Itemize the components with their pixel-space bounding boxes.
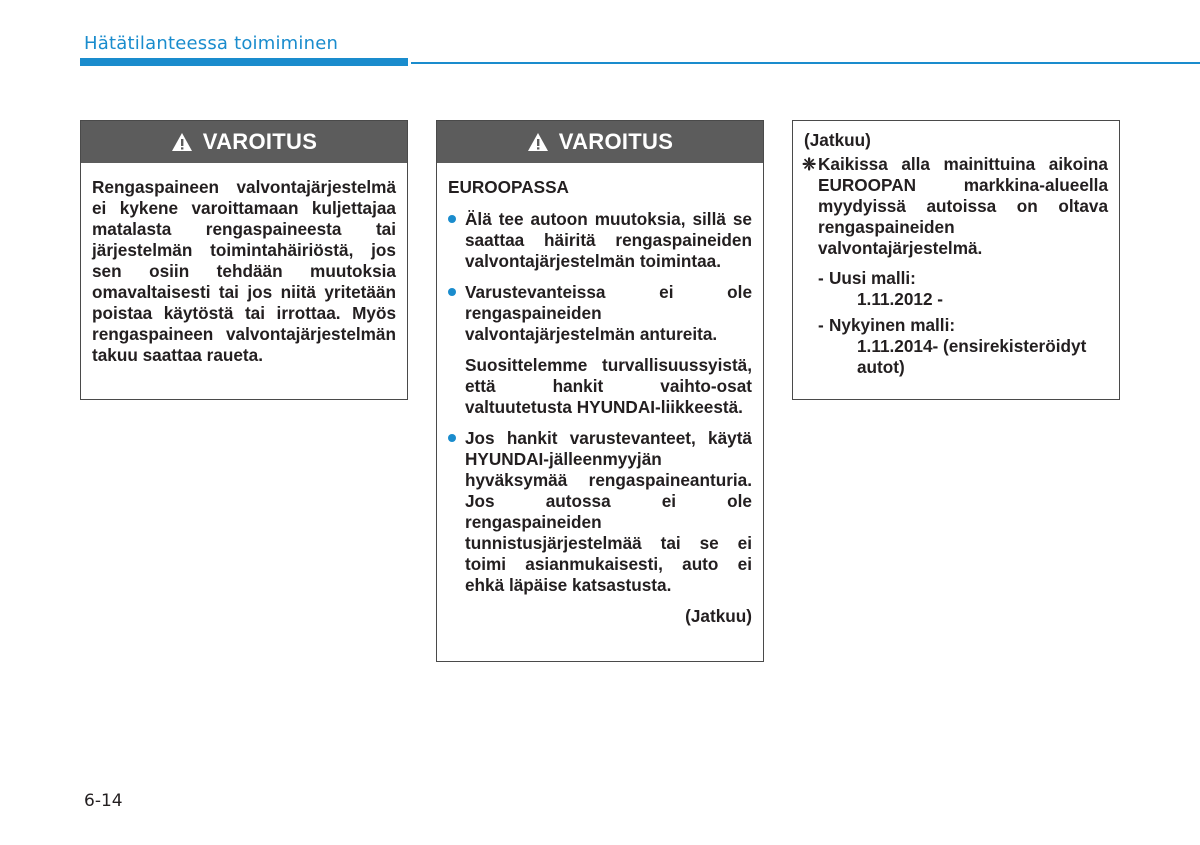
warning-box-2 [436, 120, 764, 662]
bullet-dot-icon [448, 434, 456, 442]
continuation-body [793, 121, 1119, 393]
dash-marker: - [818, 268, 824, 288]
bullet-text: Älä tee autoon muutoksia, sillä se saattaa häiritä rengaspaineiden valvontajärjestelmän toimintaa. [465, 209, 752, 271]
warning-title: VAROITUS [202, 129, 318, 154]
header-rule-thick [80, 58, 408, 66]
warning-body [437, 163, 763, 637]
continued-heading: (Jatkuu) [804, 130, 871, 150]
note-text: Kaikissa alla mainittuina aikoina EUROOPAN markkina-alueella myydyissä autoissa on oltava rengaspaineiden valvontajärjestelmä. [818, 154, 1108, 258]
note-symbol-icon: ❈ [802, 155, 817, 174]
warning-triangle-icon [171, 132, 193, 152]
warning-title: VAROITUS [558, 129, 674, 154]
bullet-text: Jos hankit varustevanteet, käytä HYUNDAI-jälleenmyyjän hyväksymää rengaspaineanturia. Jos autossa ei ole rengaspaineiden tunnistusjärjestelmää tai se ei toimi asianmukaisesti, auto ei ehkä läpäise katsastusta. [465, 428, 752, 595]
dash-marker: - [818, 315, 824, 335]
warning-header [437, 121, 763, 163]
bullet-extra-text: Suosittelemme turvallisuussyistä, että hankit vaihto-osat valtuutetusta HYUNDAI-liikkeestä. [465, 355, 752, 417]
model-label: Uusi malli: [829, 268, 916, 288]
region-heading: EUROOPASSA [448, 177, 569, 197]
page-number: 6-14 [84, 791, 123, 811]
continuation-box [792, 120, 1120, 400]
bullet-item [448, 428, 752, 596]
warning-text: Rengaspaineen valvontajärjestelmä ei kykene varoittamaan kuljettajaa matalasta rengaspaineesta tai järjestelmän toimintahäiriöstä, jos sen osiin tehdään muutoksia omavaltaisesti tai jos niitä yritetään poistaa käytöstä tai irrottaa. Myös rengaspaineen valvontajärjestelmän takuu saattaa raueta. [92, 177, 396, 365]
bullet-dot-icon [448, 288, 456, 296]
warning-header [81, 121, 407, 163]
model-item [804, 315, 1108, 378]
header-rule-thin [411, 62, 1200, 64]
bullet-item [448, 209, 752, 272]
section-title: Hätätilanteessa toimiminen [84, 33, 339, 54]
model-date: 1.11.2012 - [857, 289, 944, 309]
bullet-item [448, 282, 752, 345]
bullet-text: Varustevanteissa ei ole rengaspaineiden valvontajärjestelmän antureita. [465, 282, 752, 344]
model-date: 1.11.2014- (ensirekisteröidyt autot) [857, 336, 1087, 377]
warning-triangle-icon [527, 132, 549, 152]
warning-box-1 [80, 120, 408, 400]
model-label: Nykyinen malli: [829, 315, 956, 335]
continued-label: (Jatkuu) [685, 606, 752, 626]
model-item [804, 268, 1108, 310]
note [804, 154, 1108, 259]
bullet-dot-icon [448, 215, 456, 223]
